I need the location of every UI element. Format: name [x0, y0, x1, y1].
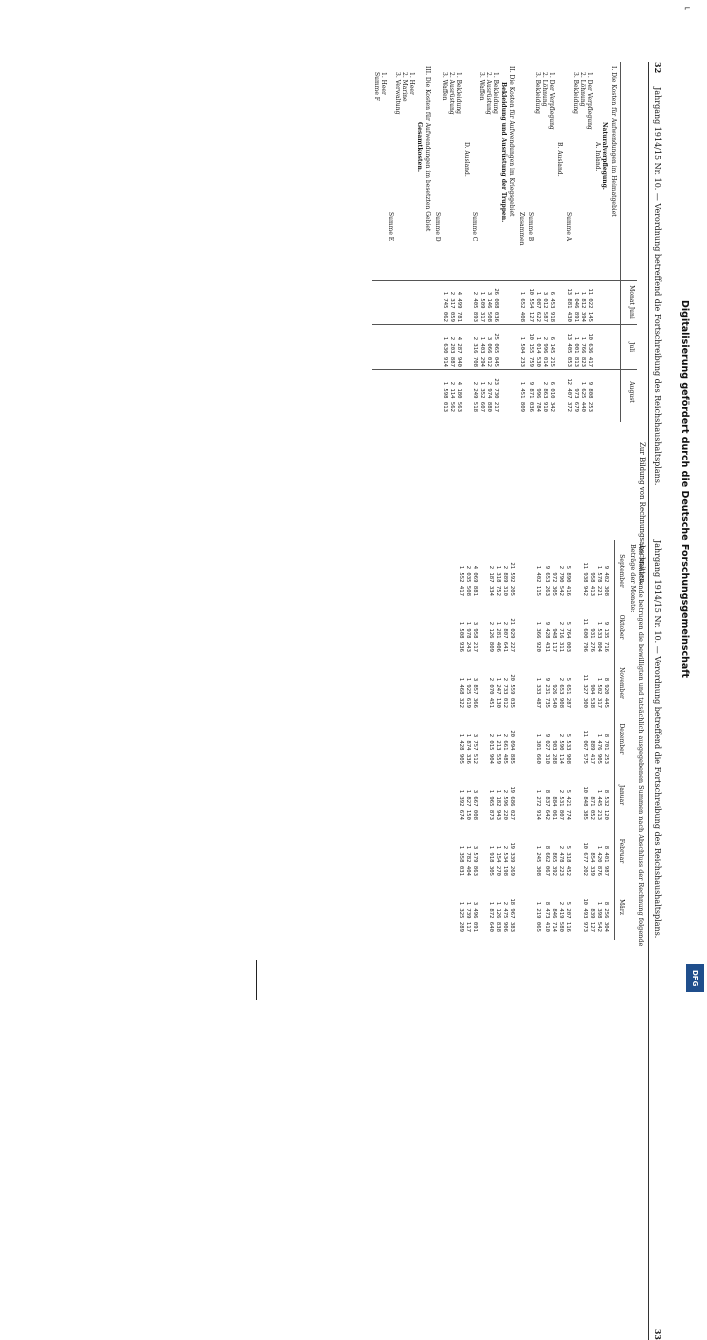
table-cell: 1 213 559 [495, 733, 501, 764]
row-label: 3. Verwaltung [394, 72, 401, 115]
table-cell: 5 318 452 [565, 845, 571, 876]
table-cell: 3 757 512 [472, 733, 478, 764]
table-cell: 9 135 716 [603, 621, 609, 652]
table-cell: 8 662 067 [544, 845, 550, 876]
table-cell: 11 600 796 [582, 618, 588, 652]
table-cell: 8 532 120 [603, 789, 609, 820]
table-cell: 996 784 [535, 388, 541, 412]
table-cell: 1 245 308 [535, 845, 541, 876]
table-cell: 948 117 [551, 628, 557, 652]
row-label: 3. Bekleidung [534, 72, 541, 115]
table-cell: 2 317 059 [449, 291, 455, 322]
table-cell: 1 508 936 [458, 621, 464, 652]
table-cell: 11 938 942 [582, 562, 588, 596]
sub-heading-1: Naturalverpflegung. [601, 122, 608, 190]
table-cell: 10 554 127 [528, 288, 534, 322]
table-cell: 21 592 205 [509, 562, 515, 596]
table-cell: 1 766 823 [580, 336, 586, 367]
table-cell: 3 146 508 [486, 291, 492, 322]
table-cell: 2 889 310 [502, 565, 508, 596]
table-rule [620, 62, 621, 422]
table-cell: 1 154 270 [495, 845, 501, 876]
table-cell: 5 207 116 [565, 901, 571, 932]
table-cell: 2 531 807 [558, 789, 564, 820]
col-header: Oktober [618, 614, 625, 640]
table-cell: 13 405 053 [566, 333, 572, 367]
table-cell: 26 088 036 [493, 288, 499, 322]
table-cell: 2 475 906 [502, 901, 508, 932]
sub-heading-3: Gesamtkosten. [416, 122, 423, 172]
table-cell: 1 509 317 [479, 291, 485, 322]
dfg-logo: DFG [686, 964, 704, 992]
table-cell: 2 716 311 [558, 621, 564, 652]
table-cell: 2 478 223 [558, 845, 564, 876]
table-cell: 1 325 289 [458, 901, 464, 932]
table-cell: 1 281 406 [495, 621, 501, 652]
table-cell: 2 534 198 [502, 845, 508, 876]
page-number-right: 33 [653, 1328, 663, 1340]
table-cell: 8 401 987 [603, 845, 609, 876]
page-number-left: 32 [653, 62, 663, 74]
row-label: Summe A [565, 212, 572, 242]
table-cell: 4 180 563 [456, 381, 462, 412]
table-cell: 2 203 887 [449, 336, 455, 367]
row-label: 1. Der Verpflegung [548, 72, 555, 130]
table-cell: 20 559 035 [509, 674, 515, 708]
table-cell: 889 417 [589, 740, 595, 764]
table-cell: 926 540 [551, 684, 557, 708]
table-cell: 1 652 408 [519, 291, 525, 322]
right-page-rotated [380, 540, 665, 1340]
table-cell: 904 538 [589, 684, 595, 708]
row-label: Summe C [471, 212, 478, 242]
table-cell: 10 493 973 [582, 898, 588, 932]
table-cell: 2 187 334 [488, 565, 494, 596]
running-title-right: Jahrgang 1914/15 Nr. 10. — Verordnung betreffend die Fortschreibung des Reichshaushaltsplans. [653, 540, 663, 939]
table-cell: 8 920 445 [603, 677, 609, 708]
table-cell: 2 419 580 [558, 901, 564, 932]
table-cell: 958 413 [589, 572, 595, 596]
table-cell: 1 782 404 [465, 845, 471, 876]
table-cell: 3 667 008 [472, 789, 478, 820]
table-cell: 4 287 940 [456, 336, 462, 367]
col-header: Juli [628, 341, 635, 353]
table-cell: 1 598 013 [442, 381, 448, 412]
table-cell: 2 316 708 [472, 336, 478, 367]
table-cell: 3 012 587 [542, 291, 548, 322]
table-cell: 1 046 891 [573, 291, 579, 322]
running-head-right [651, 540, 665, 1340]
row-label: 2. Ausrüstung [448, 72, 455, 115]
table-cell: 9 653 263 [544, 565, 550, 596]
table-cell: 1 925 619 [465, 677, 471, 708]
col-header: November [618, 667, 625, 699]
table-cell: 2 114 562 [449, 381, 455, 412]
group-b: B. Ausland. [556, 142, 563, 177]
col-header: Dezember [618, 723, 625, 755]
row-label: Summe D [434, 212, 441, 242]
table-cell: 10 636 417 [587, 333, 593, 367]
row-label: Summe B [527, 212, 534, 242]
table-cell: 1 126 838 [495, 901, 501, 932]
table-cell: 1 318 752 [495, 565, 501, 596]
table-cell: 5 651 287 [565, 677, 571, 708]
table-cell: 2 590 114 [558, 733, 564, 764]
sub-heading-2: Bekleidung und Ausrüstung der Truppen. [500, 82, 507, 223]
table-cell: 1 827 150 [465, 789, 471, 820]
table-cell: 21 029 227 [509, 618, 515, 652]
table-cell: 5 533 908 [565, 733, 571, 764]
row-label: 1. Bekleidung [455, 72, 462, 115]
table-cell: 9 871 036 [528, 381, 534, 412]
digitization-note: Digitalisierung gefördert durch die Deutsche Forschungsgemeinschaft [679, 300, 690, 678]
table-cell: 9 231 735 [544, 677, 550, 708]
table-cell: 23 730 217 [493, 378, 499, 412]
header-rule [648, 540, 649, 1340]
table-cell: 1 451 809 [519, 381, 525, 412]
table-cell: 5 764 003 [565, 621, 571, 652]
table-cell: 1 403 294 [479, 336, 485, 367]
table-cell: 1 402 115 [535, 565, 541, 596]
table-cell: 1 428 905 [458, 733, 464, 764]
table-cell: 6 145 215 [549, 336, 555, 367]
table-cell: 1 874 336 [465, 733, 471, 764]
section-title: Zur Bildung von Rechnungsabschnitten. [638, 442, 646, 586]
table-cell: 2 405 893 [472, 291, 478, 322]
table-cell: 1 504 233 [519, 336, 525, 367]
page-spine [256, 960, 257, 1000]
table-cell: 2 974 880 [486, 381, 492, 412]
table-cell: 1 420 876 [596, 845, 602, 876]
row-label: 3. Waffen [441, 72, 448, 101]
table-cell: 2 653 908 [558, 677, 564, 708]
heading-1: I. Die Kosten für Aufwendungen im Heimatgebiet [610, 66, 617, 217]
table-cell: 865 392 [551, 852, 557, 876]
table-cell: 2 996 014 [542, 336, 548, 367]
table-cell: 3 579 863 [472, 845, 478, 876]
row-label: Summe E [387, 212, 394, 242]
table-cell: 25 065 045 [493, 333, 499, 367]
table-cell: 1 552 417 [458, 565, 464, 596]
table-cell: 2 807 641 [502, 621, 508, 652]
table-cell: 871 052 [589, 796, 595, 820]
table-cell: 2 790 542 [558, 565, 564, 596]
table-cell: 972 305 [551, 572, 557, 596]
table-cell: 13 881 430 [566, 288, 572, 322]
table-cell: 1 366 920 [535, 621, 541, 652]
table-cell: 839 127 [589, 908, 595, 932]
table-cell: 931 276 [589, 628, 595, 652]
row-label: 1. Heer [380, 72, 387, 95]
table-cell: 1 625 440 [580, 381, 586, 412]
table-cell: 3 066 012 [486, 336, 492, 367]
table-cell: 2 015 904 [488, 733, 494, 764]
table-cell: 1 812 394 [580, 291, 586, 322]
table-cell: 1 630 914 [442, 336, 448, 367]
table-cell: 973 679 [573, 388, 579, 412]
row-label: Zusammen [518, 212, 525, 246]
table-cell: 10 155 759 [528, 333, 534, 367]
table-cell: 2 070 451 [488, 677, 494, 708]
table-cell: 1 445 213 [596, 789, 602, 820]
col-header: Februar [618, 838, 625, 864]
table-cell: 2 596 220 [502, 789, 508, 820]
table-cell: 1 219 065 [535, 901, 541, 932]
table-cell: 6 010 342 [549, 381, 555, 412]
table-cell: 11 022 145 [587, 288, 593, 322]
table-cell: 9 402 308 [603, 565, 609, 596]
table-cell: 8 256 304 [603, 901, 609, 932]
table-cell: 6 453 918 [549, 291, 555, 322]
table-cell: 4 069 881 [472, 565, 478, 596]
table-cell: 11 327 300 [582, 674, 588, 708]
table-cell: 1 978 243 [465, 621, 471, 652]
table-cell: 1 533 804 [596, 621, 602, 652]
table-rule [372, 324, 637, 325]
table-cell: 854 339 [589, 852, 595, 876]
table-cell: 2 733 012 [502, 677, 508, 708]
group-a: A. Inland. [594, 142, 601, 172]
table-cell: 1 301 660 [535, 733, 541, 764]
row-label: 2. Löhnung [579, 72, 586, 107]
table-cell: 11 067 575 [582, 730, 588, 764]
intro-text: Am Monatsende betrugen die bewilligten und tatsächlich ausgegebenen Summen nach Abschluss der Rechnung folgende Beträge der Monate: [629, 544, 645, 947]
table-cell: 2 661 485 [502, 733, 508, 764]
heading-3: III. Die Kosten für Aufwendungen im besetzten Gebiet [424, 66, 431, 232]
row-label: 2. Marine [401, 72, 408, 102]
heading-2: II. Die Kosten für Aufwendungen im Kriegsgebiet [508, 66, 515, 217]
table-cell: 8 701 253 [603, 733, 609, 764]
row-label: 3. Waffen [478, 72, 485, 101]
row-label: 1. Der Verpflegung [586, 72, 593, 130]
table-cell: 884 061 [551, 796, 557, 820]
table-cell: 1 001 813 [573, 336, 579, 367]
table-cell: 1 014 530 [535, 336, 541, 367]
table-cell: 3 857 366 [472, 677, 478, 708]
table-cell: 1 398 542 [596, 901, 602, 932]
table-cell: 2 863 910 [542, 381, 548, 412]
col-header: August [628, 381, 635, 403]
col-header: März [618, 899, 625, 915]
table-cell: 8 837 642 [544, 789, 550, 820]
table-cell: 10 677 202 [582, 842, 588, 876]
table-cell: 3 958 217 [472, 621, 478, 652]
col-header: September [618, 554, 625, 588]
row-label: 2. Löhnung [541, 72, 548, 107]
table-cell: 1 872 640 [488, 901, 494, 932]
table-cell: 1 333 487 [535, 677, 541, 708]
corner-mark: ⌐ [684, 4, 691, 13]
table-cell: 1 476 905 [596, 733, 602, 764]
table-cell: 846 714 [551, 908, 557, 932]
row-label: Summe F [373, 72, 380, 101]
table-cell: 5 890 416 [565, 565, 571, 596]
table-cell: 19 686 027 [509, 786, 515, 820]
table-cell: 9 428 431 [544, 621, 550, 652]
row-label: 1. Heer [408, 72, 415, 95]
table-cell: 18 967 383 [509, 898, 515, 932]
table-rule [614, 540, 615, 940]
table-cell: 1 272 914 [535, 789, 541, 820]
table-cell: 1 247 130 [495, 677, 501, 708]
table-cell: 20 094 885 [509, 730, 515, 764]
col-header: Januar [618, 784, 625, 806]
table-cell: 2 126 809 [488, 621, 494, 652]
table-cell: 19 339 269 [509, 842, 515, 876]
table-cell: 903 288 [551, 740, 557, 764]
group-d: D. Ausland. [463, 142, 470, 177]
table-cell: 5 421 774 [565, 789, 571, 820]
row-label: 2. Ausrüstung [485, 72, 492, 115]
table-cell: 10 848 385 [582, 786, 588, 820]
table-cell: 1 745 062 [442, 291, 448, 322]
row-label: 1. Bekleidung [492, 72, 499, 115]
table-cell: 1 965 873 [488, 789, 494, 820]
table-cell: 9 808 253 [587, 381, 593, 412]
table-rule [372, 369, 637, 370]
table-cell: 9 027 310 [544, 733, 550, 764]
table-cell: 12 407 372 [566, 378, 572, 412]
table-cell: 1 918 305 [488, 845, 494, 876]
table-cell: 2 035 508 [465, 565, 471, 596]
row-label: 3. Bekleidung [572, 72, 579, 115]
table-cell: 1 502 317 [596, 677, 602, 708]
table-cell: 2 249 518 [472, 381, 478, 412]
table-cell: 1 739 117 [465, 901, 471, 932]
table-cell: 3 496 091 [472, 901, 478, 932]
table-cell: 1 352 607 [479, 381, 485, 412]
running-title-left: Jahrgang 1914/15 Nr. 10. — Verordnung betreffend die Fortschreibung des Reichshaushaltsplans. [653, 87, 663, 486]
table-rule [372, 280, 637, 281]
table-cell: 4 499 781 [456, 291, 462, 322]
col-header: Monat Juni [628, 285, 635, 319]
table-cell: 1 182 943 [495, 789, 501, 820]
table-cell: 1 392 674 [458, 789, 464, 820]
table-cell: 8 473 410 [544, 901, 550, 932]
table-cell: 1 358 031 [458, 845, 464, 876]
table-cell: 1 468 322 [458, 677, 464, 708]
table-cell: 1 087 622 [535, 291, 541, 322]
table-cell: 1 578 221 [596, 565, 602, 596]
